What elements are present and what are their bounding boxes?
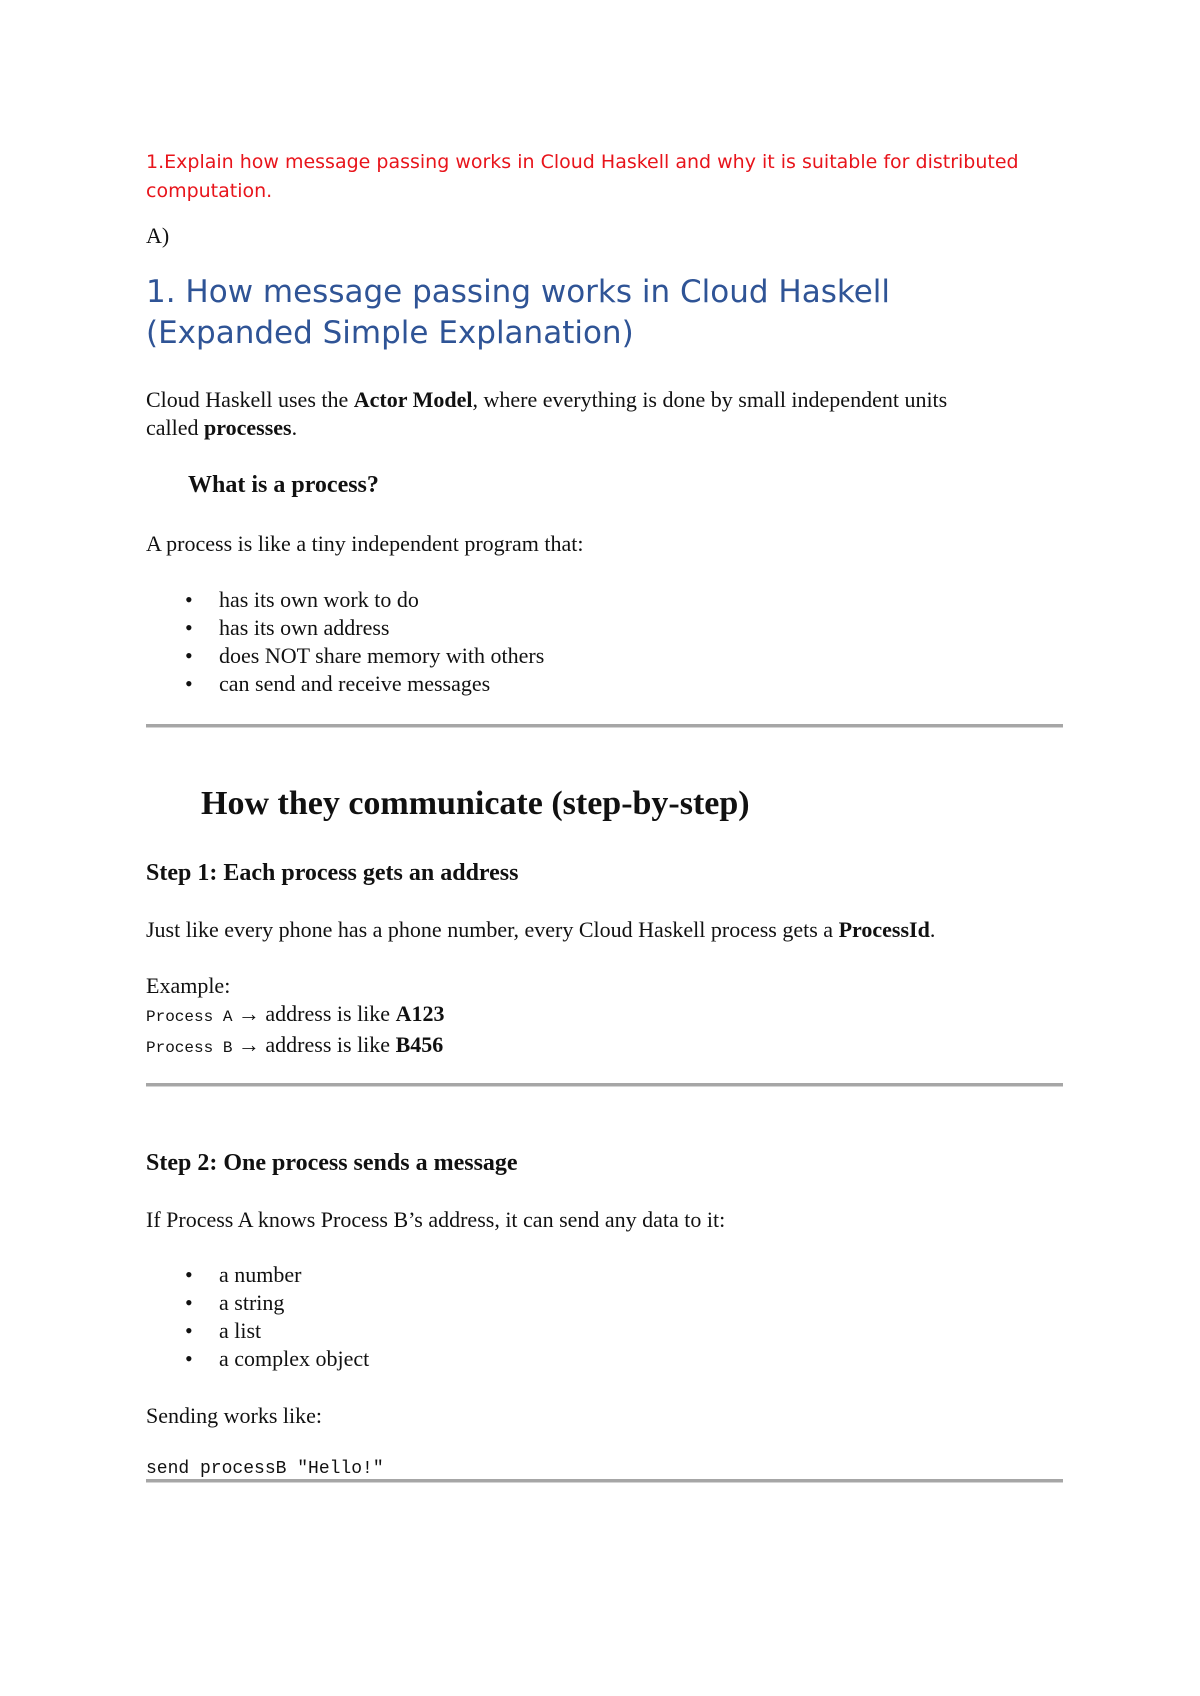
step1-text bbox=[146, 916, 935, 944]
sending-label: Sending works like: bbox=[146, 1403, 322, 1428]
question-text: 1.Explain how message passing works in Cloud Haskell and why it is suitable for distributed computation. bbox=[146, 151, 1019, 202]
list-item: • a complex object bbox=[146, 1345, 369, 1373]
process-lead: A process is like a tiny independent program that: bbox=[146, 531, 584, 556]
intro-text-2: , where everything is done by small independent units bbox=[472, 387, 948, 412]
horizontal-rule bbox=[146, 1083, 1063, 1087]
step2-heading: Step 2: One process sends a message bbox=[146, 1150, 518, 1176]
step2-lead: If Process A knows Process B’s address, it can send any data to it: bbox=[146, 1207, 726, 1232]
list-item: • does NOT share memory with others bbox=[146, 642, 544, 670]
list-item: • can send and receive messages bbox=[146, 670, 544, 698]
step2-bullet-list bbox=[146, 1261, 369, 1373]
code-snippet: send processB "Hello!" bbox=[146, 1459, 384, 1479]
intro-text-4: . bbox=[291, 415, 298, 440]
example-arrow-text: → address is like bbox=[232, 1032, 396, 1057]
list-item: • a string bbox=[146, 1289, 369, 1317]
intro-bold-actor-model: Actor Model bbox=[353, 387, 473, 412]
answer-label: A) bbox=[146, 223, 170, 248]
list-item: • a list bbox=[146, 1317, 369, 1345]
section-heading bbox=[146, 272, 890, 354]
intro-bold-processes: processes bbox=[204, 415, 292, 440]
section-heading-line-2: (Expanded Simple Explanation) bbox=[146, 315, 634, 351]
list-item: • has its own work to do bbox=[146, 586, 544, 614]
example-arrow-text: → address is like bbox=[232, 1001, 396, 1026]
example-value: A123 bbox=[395, 1001, 445, 1026]
intro-text-1: Cloud Haskell uses the bbox=[146, 387, 354, 412]
communicate-heading: How they communicate (step-by-step) bbox=[201, 785, 750, 822]
step1-example-block bbox=[146, 972, 444, 1062]
step1-text-2: . bbox=[929, 917, 936, 942]
step1-text-1: Just like every phone has a phone number, every Cloud Haskell process gets a bbox=[146, 917, 839, 942]
horizontal-rule bbox=[146, 1479, 1063, 1483]
example-code: Process B bbox=[146, 1039, 233, 1057]
horizontal-rule bbox=[146, 724, 1063, 728]
intro-paragraph bbox=[146, 386, 947, 442]
example-value: B456 bbox=[395, 1032, 444, 1057]
example-code: Process A bbox=[146, 1008, 233, 1026]
example-line bbox=[146, 1000, 444, 1031]
example-label: Example: bbox=[146, 973, 231, 998]
list-item: • has its own address bbox=[146, 614, 544, 642]
step1-bold-processid: ProcessId bbox=[838, 917, 930, 942]
process-bullet-list bbox=[146, 586, 544, 698]
intro-text-3: called bbox=[146, 415, 205, 440]
section-heading-line-1: 1. How message passing works in Cloud Haskell bbox=[146, 274, 890, 310]
step1-heading: Step 1: Each process gets an address bbox=[146, 860, 519, 886]
process-heading: What is a process? bbox=[188, 472, 379, 498]
list-item: • a number bbox=[146, 1261, 369, 1289]
example-line bbox=[146, 1031, 444, 1062]
